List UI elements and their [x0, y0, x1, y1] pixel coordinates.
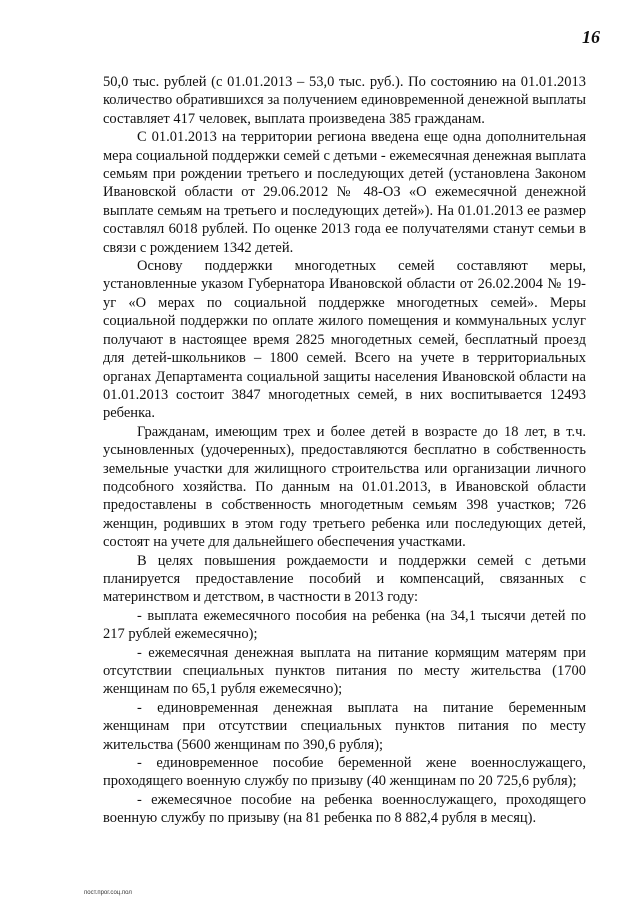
paragraph-continuation: 50,0 тыс. рублей (с 01.01.2013 – 53,0 тыс. руб.). По состоянию на 01.01.2013 количество обратившихся за получением единовременной денежной выплаты составляет 417 человек, выплата произведена 385 гражданам. — [103, 74, 586, 127]
paragraph-land-plots: Гражданам, имеющим трех и более детей в возрасте до 18 лет, в т.ч. усыновленных (удочеренных), предоставляются бесплатно в собственность земельные участки для жилищного строительства или организации личного подсобного хозяйства. По данным на 01.01.2013, в Ивановской области предоставлены в собственность многодетным семьям 398 участков; 726 женщин, родивших в этом году третьего ребенка или последующих детей, состоят на учете для дальнейшего обеспечения участками. — [103, 423, 586, 551]
list-item-military-child: - ежемесячное пособие на ребенка военнослужащего, проходящего военную службу по призыву (на 81 ребенка по 8 882,4 рубля в месяц). — [103, 791, 586, 827]
page-number: 16 — [582, 27, 600, 47]
paragraph-large-families: Основу поддержки многодетных семей составляют меры, установленные указом Губернатора Ивановской области от 26.02.2004 № 19-уг «О мерах по социальной поддержке многодетных семей». Меры социальной поддержки по оплате жилого помещения и коммунальных услуг получают в настоящее время 2825 многодетных семей, бесплатный проезд для детей-школьников – 1800 семей. Всего на учете в территориальных органах Департамента социальной защиты населения Ивановской области на 01.01.2013 состоит 3847 многодетных семей, в них воспитывается 12493 ребенка. — [103, 258, 586, 422]
paragraph-plans-2013: В целях повышения рождаемости и поддержки семей с детьми планируется предоставление пособий и компенсаций, связанных с материнством и детством, в частности в 2013 году: — [103, 552, 586, 606]
list-item-child-allowance: - выплата ежемесячного пособия на ребенка (на 34,1 тысячи детей по 217 рублей ежемесячно); — [103, 607, 586, 643]
list-item-military-wife: - единовременное пособие беременной жене военнослужащего, проходящего военную службу по призыву (40 женщинам по 20 725,6 рубля); — [103, 755, 586, 790]
document-body — [103, 73, 586, 828]
paragraph-monthly-payment: С 01.01.2013 на территории региона введена еще одна дополнительная мера социальной поддержки семей с детьми - ежемесячная денежная выплата семьям при рождении третьего и последующих детей (установлена Законом Ивановской области от 29.06.2012 № 48-ОЗ «О ежемесячной денежной выплате семьям на третьего и последующих детей»). На 01.01.2013 ее размер составлял 6018 рублей. По оценке 2013 года ее получателями станут семьи в связи с рождением 1342 детей. — [103, 129, 586, 256]
list-item-nursing-mothers: - ежемесячная денежная выплата на питание кормящим матерям при отсутствии специальных пунктов питания по месту жительства (1700 женщинам по 65,1 рубля ежемесячно); — [103, 644, 586, 698]
footer-file-label: пост.прог.соц.пол — [84, 890, 132, 896]
list-item-pregnant-women: - единовременная денежная выплата на питание беременным женщинам при отсутствии специальных пунктов питания по месту жительства (5600 женщинам по 390,6 рубля); — [103, 699, 586, 753]
